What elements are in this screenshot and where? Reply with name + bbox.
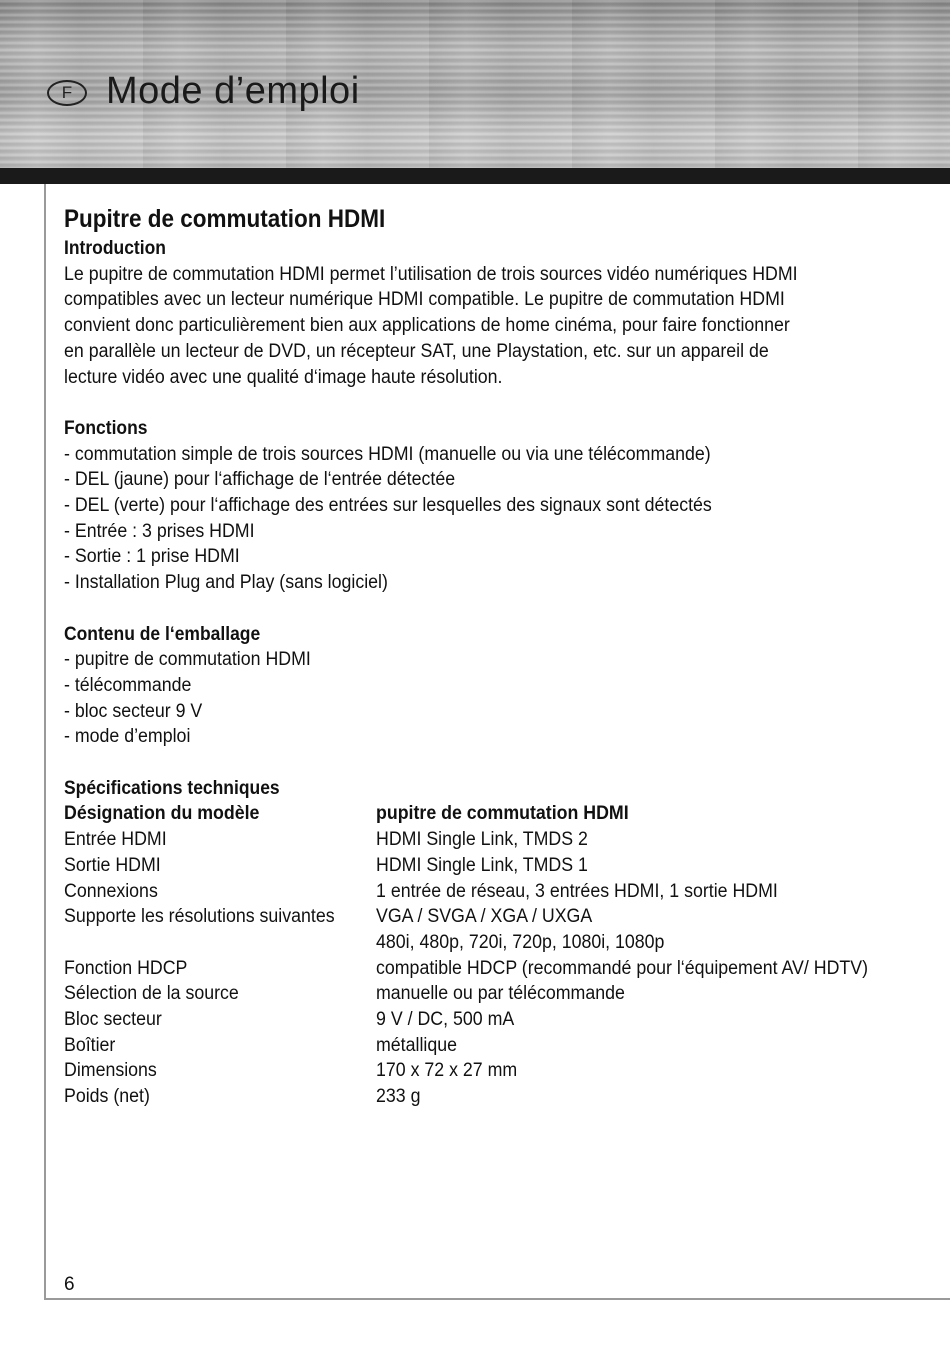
spec-value: 170 x 72 x 27 mm xyxy=(376,1060,518,1082)
introduction-text: Le pupitre de commutation HDMI permet l’utilisation de trois sources vidéo numériques HDMI compatibles avec un lecteur numérique HDMI compatible. Le pupitre de commutation HDMI convient donc particulièrement bien aux applications de home cinéma, pour faire fonctionner en parallèle un lecteur de DVD, un récepteur SAT, une Playstation, etc. sur un appareil de lecture vidéo avec une qualité d‘image haute résolution. xyxy=(64,263,798,388)
spec-value: HDMI Single Link, TMDS 2 xyxy=(376,829,588,851)
spec-row xyxy=(64,1058,924,1084)
spec-value: pupitre de commutation HDMI xyxy=(376,803,629,825)
frame-left-rule xyxy=(44,184,46,1300)
page-header xyxy=(0,0,950,168)
spec-row xyxy=(64,1033,924,1059)
page-title: Pupitre de commutation HDMI xyxy=(64,205,386,233)
list-item: - Installation Plug and Play (sans logiciel) xyxy=(64,570,868,596)
spec-key: Bloc secteur xyxy=(64,1009,162,1031)
spec-key: Boîtier xyxy=(64,1034,116,1056)
spec-row xyxy=(64,879,924,905)
list-item: - pupitre de commutation HDMI xyxy=(64,647,868,673)
list-item: - mode d’emploi xyxy=(64,724,868,750)
spec-value: manuelle ou par télécommande xyxy=(376,983,625,1005)
list-item: - Entrée : 3 prises HDMI xyxy=(64,519,868,545)
specs-heading: Spécifications techniques xyxy=(64,777,280,799)
spec-row xyxy=(64,904,924,930)
spec-row xyxy=(64,1007,924,1033)
spec-row xyxy=(64,956,924,982)
spec-value: métallique xyxy=(376,1034,457,1056)
spec-row xyxy=(64,1084,924,1110)
spec-value: 9 V / DC, 500 mA xyxy=(376,1009,515,1031)
list-item: - bloc secteur 9 V xyxy=(64,699,868,725)
spec-header-row xyxy=(64,801,924,827)
language-badge: F xyxy=(47,80,87,106)
list-item: - télécommande xyxy=(64,673,868,699)
spec-value: 480i, 480p, 720i, 720p, 1080i, 1080p xyxy=(376,931,665,953)
spec-key: Supporte les résolutions suivantes xyxy=(64,906,335,928)
spec-key: Poids (net) xyxy=(64,1086,150,1108)
page-number: 6 xyxy=(64,1274,75,1295)
contenu-heading: Contenu de l‘emballage xyxy=(64,623,261,645)
spec-key: Dimensions xyxy=(64,1060,157,1082)
list-item: - DEL (verte) pour l‘affichage des entrées sur lesquelles des signaux sont détectés xyxy=(64,493,868,519)
spec-value: 233 g xyxy=(376,1086,421,1108)
spec-row xyxy=(64,827,924,853)
frame-bottom-rule xyxy=(44,1298,950,1300)
spec-row xyxy=(64,930,924,956)
spec-value: compatible HDCP (recommandé pour l‘équipement AV/ HDTV) xyxy=(376,957,869,979)
fonctions-list xyxy=(64,442,924,596)
spec-value: VGA / SVGA / XGA / UXGA xyxy=(376,906,593,928)
main-content xyxy=(64,202,924,1110)
fonctions-heading: Fonctions xyxy=(64,417,148,439)
spec-key: Connexions xyxy=(64,880,158,902)
spec-value: HDMI Single Link, TMDS 1 xyxy=(376,854,588,876)
introduction-heading: Introduction xyxy=(64,238,166,259)
spec-key: Entrée HDMI xyxy=(64,829,167,851)
contenu-list xyxy=(64,647,924,750)
list-item: - DEL (jaune) pour l‘affichage de l‘entrée détectée xyxy=(64,467,868,493)
header-divider-bar xyxy=(0,168,950,184)
spec-key: Fonction HDCP xyxy=(64,957,188,979)
spec-key: Sélection de la source xyxy=(64,983,239,1005)
list-item: - commutation simple de trois sources HDMI (manuelle ou via une télécommande) xyxy=(64,442,868,468)
spec-value: 1 entrée de réseau, 3 entrées HDMI, 1 sortie HDMI xyxy=(376,880,778,902)
header-title: Mode d’emploi xyxy=(106,70,360,112)
spec-key: Sortie HDMI xyxy=(64,854,161,876)
spec-key: Désignation du modèle xyxy=(64,803,260,825)
spec-row xyxy=(64,981,924,1007)
spec-row xyxy=(64,853,924,879)
list-item: - Sortie : 1 prise HDMI xyxy=(64,544,868,570)
